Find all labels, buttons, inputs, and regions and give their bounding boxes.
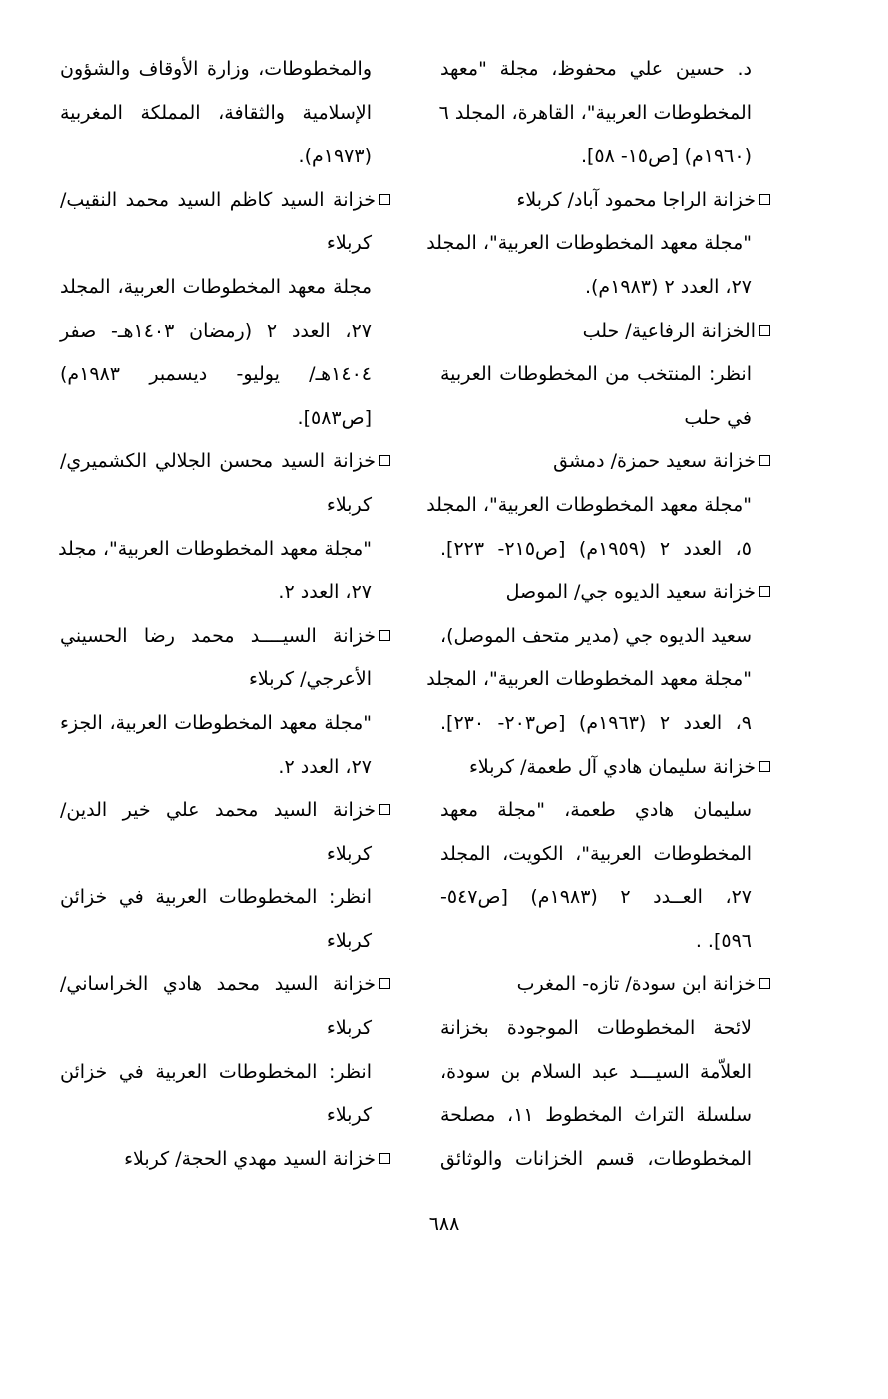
line-text: خزانة السيد محسن الجلالي الكشميري/ bbox=[60, 450, 376, 473]
entry-line bbox=[60, 702, 390, 746]
line-text: "مجلة معهد المخطوطات العربية"، المجلد bbox=[426, 493, 752, 516]
entry-line bbox=[60, 571, 390, 615]
entry-line bbox=[426, 658, 770, 702]
checkbox-bullet-icon bbox=[759, 325, 770, 336]
entry-line bbox=[426, 484, 770, 528]
entry-line bbox=[426, 222, 770, 266]
entry-line bbox=[60, 1051, 390, 1095]
line-text: المخطوطات، قسم الخزانات والوثائق bbox=[440, 1147, 752, 1170]
entry-line bbox=[440, 353, 770, 397]
entry-line bbox=[440, 48, 770, 92]
entry-line bbox=[60, 310, 390, 354]
line-text: مجلة معهد المخطوطات العربية، المجلد bbox=[60, 275, 372, 298]
entry-line bbox=[440, 920, 770, 964]
line-text: ١٤٠٤هـ/ يوليو- ديسمبر ١٩٨٣م) bbox=[60, 363, 372, 386]
line-text: كربلاء bbox=[326, 232, 372, 255]
entry-line bbox=[440, 876, 770, 920]
entry-line bbox=[60, 1007, 390, 1051]
checkbox-bullet-icon bbox=[759, 978, 770, 989]
line-text: خزانة سعيد حمزة/ دمشق bbox=[553, 450, 756, 473]
line-text: انظر: المنتخب من المخطوطات العربية bbox=[440, 363, 752, 386]
line-text: خزانة سعيد الديوه جي/ الموصل bbox=[505, 581, 756, 604]
checkbox-bullet-icon bbox=[379, 194, 390, 205]
entry-line bbox=[60, 135, 390, 179]
entry-line bbox=[60, 266, 390, 310]
line-text: خزانة السيد كاظم السيد محمد النقيب/ bbox=[60, 188, 376, 211]
entry-line bbox=[60, 222, 390, 266]
line-text: سعيد الديوه جي (مدير متحف الموصل)، bbox=[440, 624, 752, 647]
line-text: انظر: المخطوطات العربية في خزائن bbox=[60, 886, 372, 909]
checkbox-bullet-icon bbox=[759, 761, 770, 772]
checkbox-bullet-icon bbox=[379, 455, 390, 466]
line-text: خزانة سليمان هادي آل طعمة/ كربلاء bbox=[468, 755, 756, 778]
line-text: ٢٧، العــدد ٢ (١٩٨٣م) [ص٥٤٧- bbox=[440, 886, 752, 909]
entry-line bbox=[60, 528, 390, 572]
entry-line bbox=[60, 876, 390, 920]
entry-heading bbox=[440, 440, 770, 484]
line-text: خزانة الراجا محمود آباد/ كربلاء bbox=[516, 188, 756, 211]
entry-heading bbox=[440, 310, 770, 354]
entry-line bbox=[60, 48, 390, 92]
line-text: الأعرجي/ كربلاء bbox=[248, 668, 372, 691]
checkbox-bullet-icon bbox=[759, 194, 770, 205]
entry-line bbox=[60, 833, 390, 877]
line-text: ٥٩٦]. . bbox=[695, 929, 752, 952]
line-text: خزانة السيد محمد هادي الخراساني/ bbox=[60, 973, 376, 996]
line-text: كربلاء bbox=[326, 929, 372, 952]
line-text: ٢٧، العدد ٢ (١٩٨٣م). bbox=[584, 275, 752, 298]
entry-line bbox=[60, 920, 390, 964]
entry-heading bbox=[440, 963, 770, 1007]
line-text: ٢٧، العدد ٢ (رمضان ١٤٠٣هـ- صفر bbox=[60, 319, 372, 342]
line-text: في حلب bbox=[684, 406, 752, 429]
line-text: كربلاء bbox=[326, 1017, 372, 1040]
entry-heading bbox=[60, 615, 390, 659]
line-text: ٢٧، العدد ٢. bbox=[278, 581, 372, 604]
entry-line bbox=[60, 92, 390, 136]
line-text: المخطوطات العربية"، القاهرة، المجلد ٦ bbox=[438, 101, 752, 124]
entry-line bbox=[60, 484, 390, 528]
line-text: "مجلة معهد المخطوطات العربية"، المجلد bbox=[426, 668, 752, 691]
line-text: خزانة السيد مهدي الحجة/ كربلاء bbox=[124, 1147, 376, 1170]
entry-line bbox=[60, 658, 390, 702]
page-number: ٦٨٨ bbox=[428, 1213, 460, 1235]
line-text: ٢٧، العدد ٢. bbox=[278, 755, 372, 778]
entry-line bbox=[60, 1094, 390, 1138]
entry-line bbox=[440, 1051, 770, 1095]
entry-line bbox=[440, 266, 770, 310]
left-column bbox=[60, 48, 390, 1181]
entry-heading bbox=[60, 440, 390, 484]
entry-heading bbox=[60, 789, 390, 833]
entry-heading bbox=[440, 746, 770, 790]
entry-line bbox=[440, 1094, 770, 1138]
line-text: خزانة السيد محمد علي خير الدين/ bbox=[60, 799, 376, 822]
entry-heading bbox=[440, 179, 770, 223]
checkbox-bullet-icon bbox=[379, 804, 390, 815]
line-text: الإسلامية والثقافة، المملكة المغربية bbox=[60, 101, 372, 124]
entry-line bbox=[60, 353, 390, 397]
entry-line bbox=[60, 746, 390, 790]
line-text: سليمان هادي طعمة، "مجلة معهد bbox=[440, 799, 752, 822]
line-text: والمخطوطات، وزارة الأوقاف والشؤون bbox=[60, 58, 372, 80]
line-text: كربلاء bbox=[326, 842, 372, 865]
line-text: خزانة ابن سودة/ تازه- المغرب bbox=[516, 973, 756, 996]
line-text: المخطوطات العربية"، الكويت، المجلد bbox=[440, 842, 752, 865]
line-text: العلاّمة السيـــد عبد السلام بن سودة، bbox=[440, 1060, 752, 1083]
checkbox-bullet-icon bbox=[379, 978, 390, 989]
line-text: الخزانة الرفاعية/ حلب bbox=[582, 319, 756, 342]
line-text: لائحة المخطوطات الموجودة بخزانة bbox=[440, 1017, 752, 1040]
entry-line bbox=[440, 702, 770, 746]
entry-line bbox=[440, 135, 770, 179]
entry-heading bbox=[60, 179, 390, 223]
line-text: كربلاء bbox=[326, 493, 372, 516]
entry-heading bbox=[60, 1138, 390, 1182]
checkbox-bullet-icon bbox=[759, 455, 770, 466]
entry-line bbox=[440, 397, 770, 441]
entry-line bbox=[440, 1007, 770, 1051]
right-column bbox=[426, 48, 770, 1181]
checkbox-bullet-icon bbox=[379, 630, 390, 641]
entry-heading bbox=[60, 963, 390, 1007]
line-text: خزانة السيــــد محمد رضا الحسيني bbox=[60, 624, 376, 647]
line-text: (١٩٦٠م) [ص١٥- ٥٨]. bbox=[580, 145, 752, 168]
line-text: ٩، العدد ٢ (١٩٦٣م) [ص٢٠٣- ٢٣٠]. bbox=[440, 711, 752, 734]
entry-line bbox=[440, 1138, 770, 1182]
entry-line bbox=[440, 615, 770, 659]
line-text: كربلاء bbox=[326, 1104, 372, 1127]
line-text: "مجلة معهد المخطوطات العربية"، المجلد bbox=[426, 232, 752, 255]
line-text: "مجلة معهد المخطوطات العربية، الجزء bbox=[60, 711, 372, 734]
checkbox-bullet-icon bbox=[379, 1153, 390, 1164]
line-text: سلسلة التراث المخطوط ١١، مصلحة bbox=[440, 1104, 752, 1127]
entry-line bbox=[60, 397, 390, 441]
line-text: ٥، العدد ٢ (١٩٥٩م) [ص٢١٥- ٢٢٣]. bbox=[440, 537, 752, 560]
entry-line bbox=[440, 92, 770, 136]
line-text: [ص٥٨٣]. bbox=[297, 406, 372, 429]
line-text: د. حسين علي محفوظ، مجلة "معهد bbox=[440, 58, 752, 80]
line-text: (١٩٧٣م). bbox=[298, 145, 372, 168]
entry-line bbox=[440, 833, 770, 877]
line-text: انظر: المخطوطات العربية في خزائن bbox=[60, 1060, 372, 1083]
checkbox-bullet-icon bbox=[759, 586, 770, 597]
entry-line bbox=[440, 789, 770, 833]
entry-line bbox=[440, 528, 770, 572]
line-text: "مجلة معهد المخطوطات العربية"، مجلد bbox=[58, 537, 372, 560]
entry-heading bbox=[440, 571, 770, 615]
